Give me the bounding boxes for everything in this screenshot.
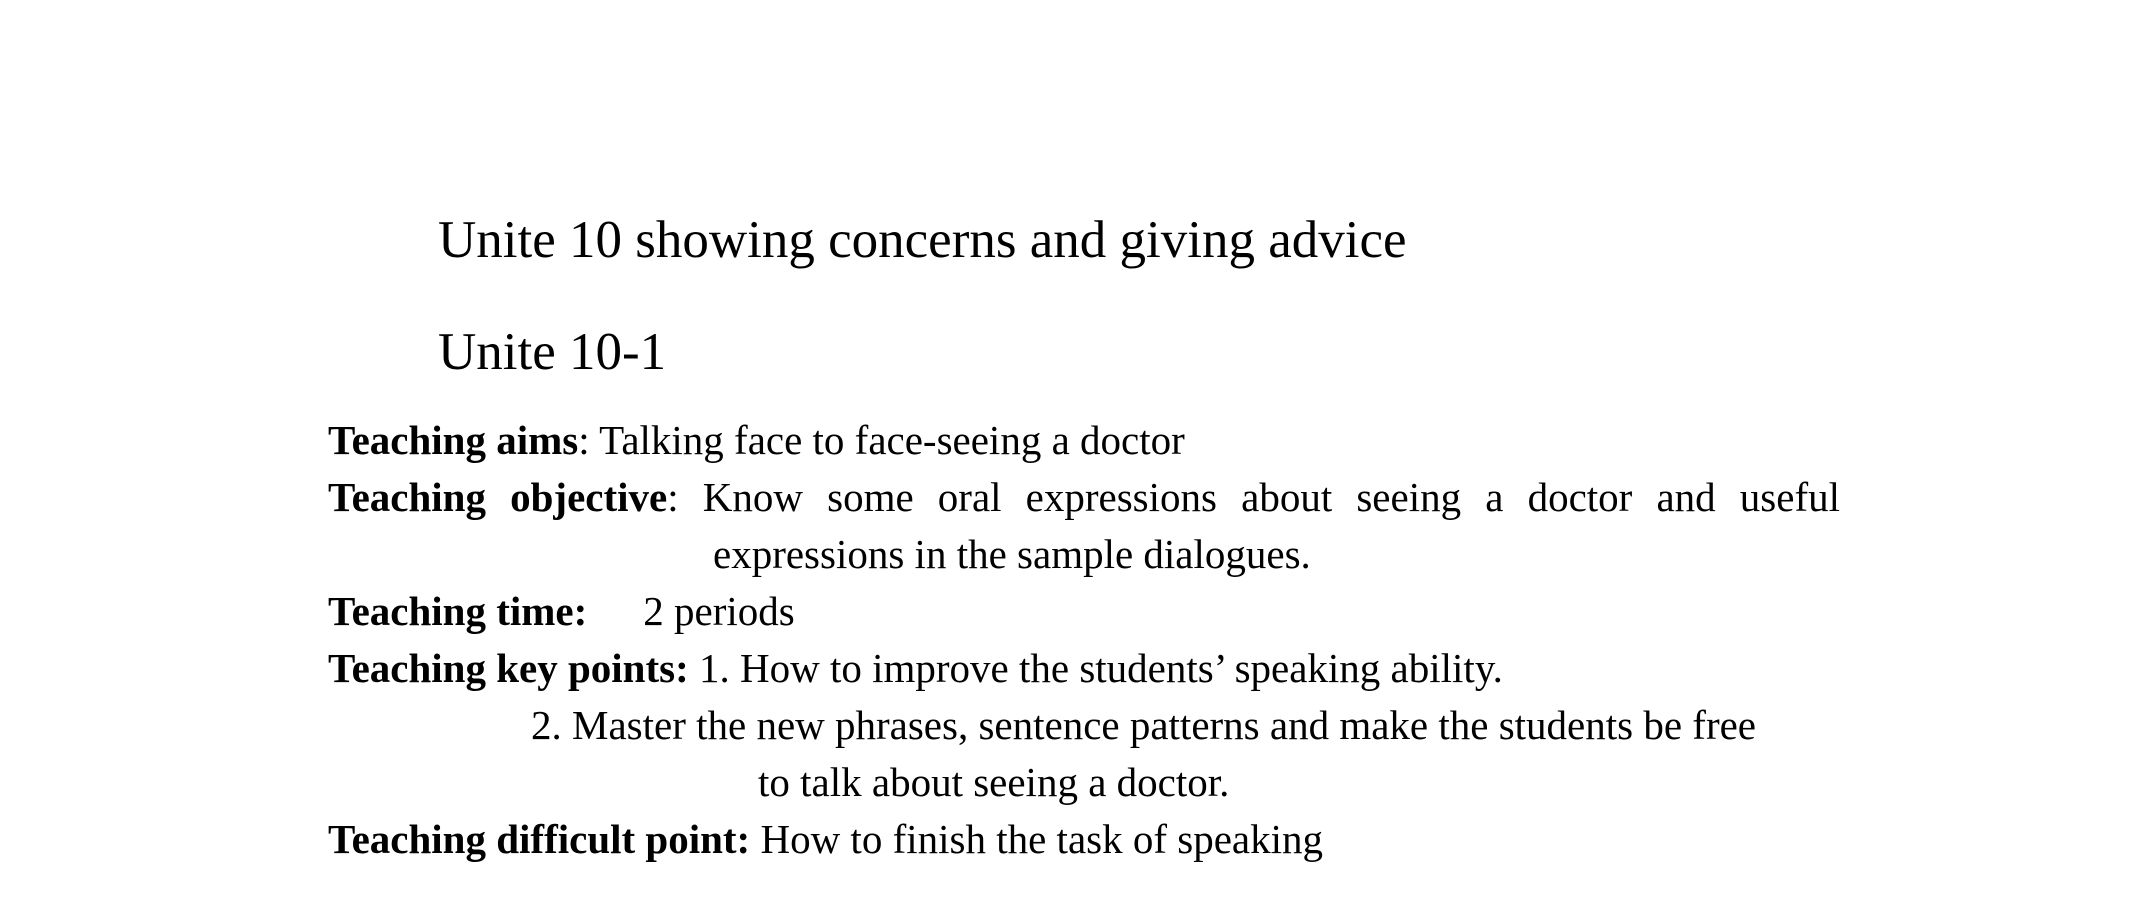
teaching-objective-label: Teaching objective <box>328 474 668 520</box>
teaching-aims-line <box>328 414 1185 466</box>
teaching-time-line <box>328 585 795 637</box>
teaching-objective-continuation: expressions in the sample dialogues. <box>713 531 1311 577</box>
key-point-1: 1. How to improve the students’ speaking ability. <box>688 645 1503 691</box>
key-point-2: 2. Master the new phrases, sentence patterns and make the students be free <box>531 702 1756 748</box>
teaching-difficult-point-line <box>328 813 1323 865</box>
teaching-key-points-label: Teaching key points: <box>328 645 689 691</box>
teaching-aims-text: : Talking face to face-seeing a doctor <box>578 417 1185 463</box>
key-point-2-continuation: to talk about seeing a doctor. <box>758 759 1230 805</box>
unit-subtitle: Unite 10-1 <box>438 323 667 381</box>
teaching-time-label: Teaching time: <box>328 588 588 634</box>
unit-title: Unite 10 showing concerns and giving advice <box>438 211 1407 269</box>
teaching-difficult-point-label: Teaching difficult point: <box>328 816 751 862</box>
teaching-time-text: 2 periods <box>643 588 795 634</box>
teaching-objective-line <box>328 471 1840 523</box>
teaching-difficult-point-text: How to finish the task of speaking <box>750 816 1323 862</box>
teaching-key-points-line <box>328 642 1503 694</box>
teaching-aims-label: Teaching aims <box>328 417 579 463</box>
teaching-objective-text: : Know some oral expressions about seeing a doctor and useful <box>667 474 1840 520</box>
